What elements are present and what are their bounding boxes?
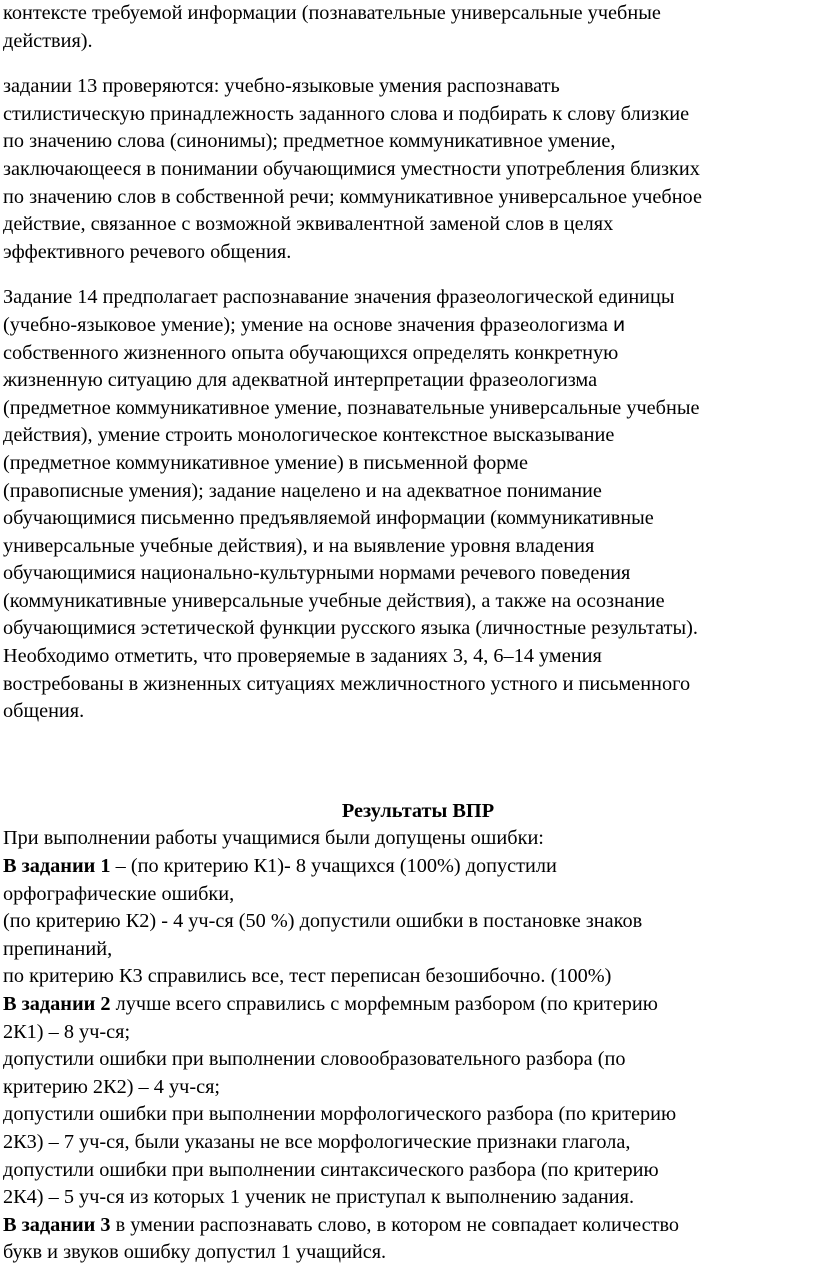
text-line — [3, 1212, 813, 1240]
text-line: обучающимися национально-культурными нормами речевого поведения — [3, 562, 631, 585]
text-line: 2К3) – 7 уч-ся, были указаны не все морфологические признаки глагола, — [3, 1130, 631, 1153]
text-fragment: лучше всего справились с морфемным разбором (по критерию — [110, 993, 658, 1015]
text-line — [3, 991, 813, 1019]
text-line: (правописные умения); задание нацелено и на адекватное понимание — [3, 479, 602, 502]
text-line: букв и звуков ошибку допустил 1 учащийся. — [3, 1241, 387, 1264]
text-fragment: в умении распознавать слово, в котором не совпадает количество — [110, 1213, 680, 1236]
results-section — [3, 798, 813, 1267]
spacer — [3, 740, 813, 798]
text-fragment: и — [612, 313, 626, 336]
text-line — [3, 312, 813, 340]
text-line: 2К1) – 8 уч-ся; — [3, 1020, 131, 1043]
text-line: по значению слов в собственной речи; коммуникативное универсальное учебное — [3, 185, 702, 208]
text-fragment: – (по критерию К1)- 8 учащихся (100%) допустили — [110, 855, 557, 878]
text-line — [3, 853, 813, 881]
text-line: (предметное коммуникативное умение, познавательные универсальные учебные — [3, 396, 700, 419]
text-line: эффективного речевого общения. — [3, 240, 292, 263]
text-line: критерию 2К2) – 4 уч-ся; — [3, 1075, 221, 1098]
task-label: В задании 3 — [3, 1213, 111, 1236]
text-line: общения. — [3, 700, 85, 723]
text-line: 2К4) – 5 уч-ся из которых 1 ученик не приступал к выполнению задания. — [3, 1186, 635, 1209]
paragraph-3 — [3, 284, 813, 726]
text-line: контексте требуемой информации (познавательные универсальные учебные — [3, 2, 661, 24]
text-line: обучающимися эстетической функции русского языка (личностные результаты). — [3, 617, 698, 640]
task-label: В задании 2 — [3, 993, 111, 1015]
text-line: действия), умение строить монологическое контекстное высказывание — [3, 424, 615, 447]
text-line: по значению слова (синонимы); предметное коммуникативное умение, — [3, 130, 616, 153]
text-line: Задание 14 предполагает распознавание значения фразеологической единицы — [3, 286, 675, 309]
text-line: действие, связанное с возможной эквивалентной заменой слов в целях — [3, 213, 614, 236]
text-line: жизненную ситуацию для адекватной интерпретации фразеологизма — [3, 369, 598, 392]
text-line: (по критерию К2) - 4 уч-ся (50 %) допустили ошибки в постановке знаков — [3, 910, 643, 933]
text-line: востребованы в жизненных ситуациях межличностного устного и письменного — [3, 672, 691, 695]
text-line: собственного жизненного опыта обучающихся определять конкретную — [3, 341, 619, 364]
text-line: по критерию К3 справились все, тест переписан безошибочно. (100%) — [3, 965, 612, 988]
text-line: обучающимися письменно предъявляемой информации (коммуникативные — [3, 507, 654, 530]
text-line: стилистическую принадлежность заданного слова и подбирать к слову близкие — [3, 102, 690, 125]
text-line: допустили ошибки при выполнении синтаксического разбора (по критерию — [3, 1158, 659, 1181]
section-heading: Результаты ВПР — [341, 799, 495, 822]
text-line: допустили ошибки при выполнении словообразовательного разбора (по — [3, 1048, 626, 1071]
task-label: В задании 1 — [3, 855, 111, 878]
text-line: заключающееся в понимании обучающимися уместности употребления близких — [3, 157, 700, 180]
text-line: универсальные учебные действия), и на выявление уровня владения — [3, 534, 595, 557]
text-line: (коммуникативные универсальные учебные действия), а также на осознание — [3, 589, 665, 612]
text-line: действия). — [3, 29, 93, 52]
paragraph-2 — [3, 73, 813, 266]
text-fragment: (учебно-языковое умение); умение на основе значения фразеологизма — [3, 313, 613, 336]
text-line: Необходимо отметить, что проверяемые в заданиях 3, 4, 6–14 умения — [3, 645, 602, 668]
text-line: При выполнении работы учащимися были допущены ошибки: — [3, 827, 544, 850]
paragraph-1 — [3, 0, 813, 55]
text-line: (предметное коммуникативное умение) в письменной форме — [3, 451, 528, 474]
text-line: допустили ошибки при выполнении морфологического разбора (по критерию — [3, 1103, 677, 1126]
text-line: задании 13 проверяются: учебно-языковые умения распознавать — [3, 75, 560, 98]
text-line: орфографические ошибки, — [3, 882, 235, 905]
text-line: препинаний, — [3, 937, 113, 960]
document-page — [3, 0, 813, 1267]
